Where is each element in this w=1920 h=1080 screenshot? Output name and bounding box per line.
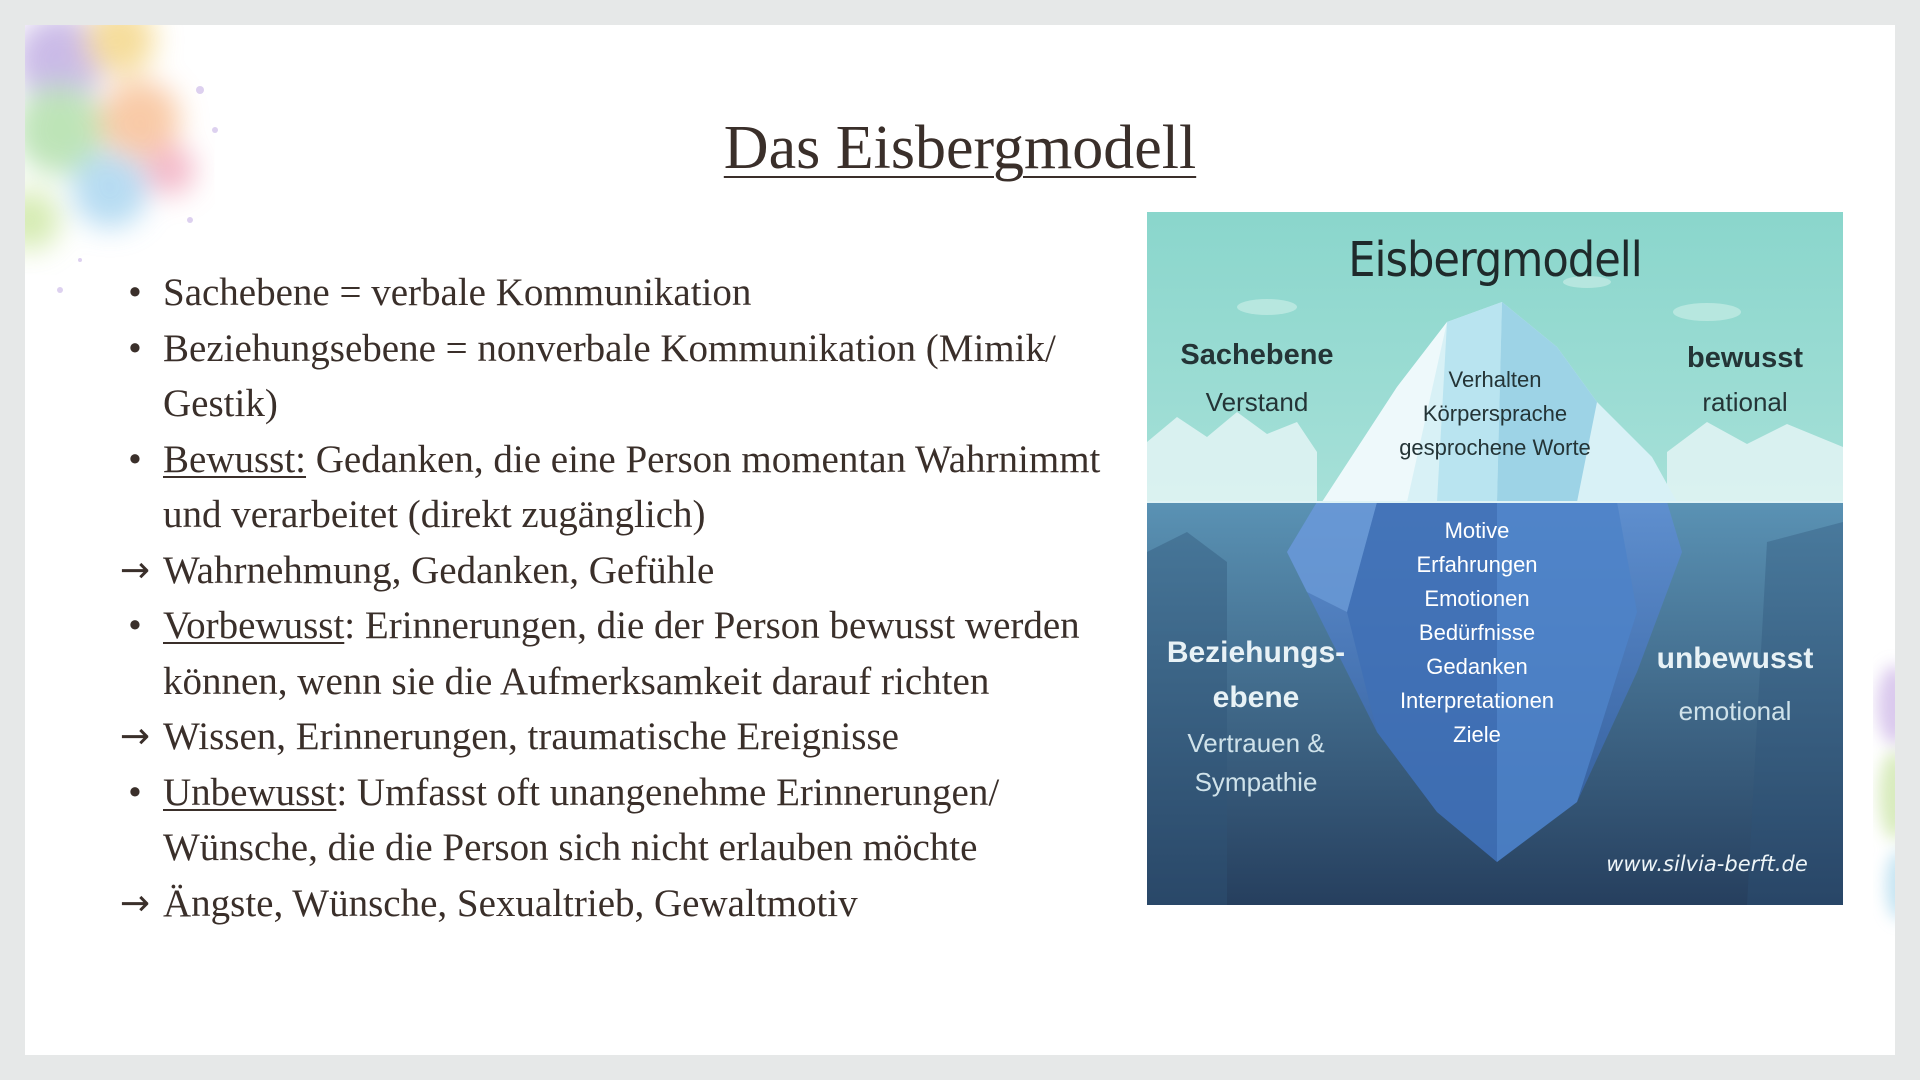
list-item <box>107 709 1107 765</box>
page-title: Das Eisbergmodell <box>723 114 1197 182</box>
list-item-text: Gedanken, die eine Person momentan Wahrnimmt und verarbeitet (direkt zugänglich) <box>163 437 1101 536</box>
list-item <box>107 321 1107 432</box>
list-item-text: Sachebene = verbale Kommunikation <box>163 271 752 314</box>
bullet-list <box>107 265 1107 931</box>
under-item: Ziele <box>1453 722 1501 747</box>
image-credit: www.silvia-berft.de <box>1606 852 1808 876</box>
label-beziehungsebene-2: ebene <box>1212 681 1300 714</box>
bullet-marker: • <box>128 604 142 647</box>
label-rational: rational <box>1702 387 1788 417</box>
bullet-marker: • <box>128 326 142 370</box>
list-item <box>107 765 1107 876</box>
term-label: Vorbewusst <box>163 604 345 647</box>
term-label: Unbewusst <box>163 770 337 814</box>
tip-item: Körpersprache <box>1422 401 1568 426</box>
under-item: Bedürfnisse <box>1418 620 1536 645</box>
list-item <box>107 265 1107 321</box>
list-item-text: Wahrnehmung, Gedanken, Gefühle <box>163 548 715 592</box>
label-sympathie: Sympathie <box>1194 767 1318 797</box>
under-item: Interpretationen <box>1399 688 1555 713</box>
under-item: Erfahrungen <box>1416 552 1538 577</box>
term-label: Bewusst: <box>163 437 307 481</box>
bullet-marker: • <box>128 271 142 314</box>
bullet-marker: • <box>128 770 142 814</box>
list-item-text: Wissen, Erinnerungen, traumatische Ereignisse <box>163 715 899 758</box>
watercolor-splash-right-decoration <box>1855 625 1895 985</box>
diagram-title: Eisbergmodell <box>1348 232 1642 288</box>
list-item <box>107 598 1107 709</box>
under-item: Motive <box>1444 518 1510 543</box>
under-item: Gedanken <box>1426 654 1528 679</box>
list-item-text: : Erinnerungen, die der Person bewusst werden können, wenn sie die Aufmerksamkeit darauf richten <box>163 604 1080 703</box>
tip-item: Verhalten <box>1448 367 1542 392</box>
tip-item: gesprochene Worte <box>1399 435 1591 460</box>
label-verstand: Verstand <box>1205 387 1309 417</box>
list-item <box>107 432 1107 543</box>
list-item <box>107 543 1107 599</box>
arrow-right-icon: → <box>119 549 151 591</box>
list-item-text: Beziehungsebene = nonverbale Kommunikation (Mimik/ Gestik) <box>163 326 1056 425</box>
label-bewusst: bewusst <box>1686 342 1804 374</box>
iceberg-diagram <box>1147 212 1843 905</box>
label-unbewusst: unbewusst <box>1656 642 1814 675</box>
label-beziehungsebene-1: Beziehungs- <box>1166 636 1346 669</box>
arrow-right-icon: → <box>119 716 151 757</box>
label-vertrauen: Vertrauen & <box>1187 728 1325 758</box>
label-sachebene: Sachebene <box>1180 339 1334 371</box>
bullet-marker: • <box>128 437 142 481</box>
label-emotional: emotional <box>1678 696 1792 726</box>
list-item-text: : Umfasst oft unangenehme Erinnerungen/ Wünsche, die die Person sich nicht erlauben möchte <box>163 770 1000 869</box>
list-item <box>107 876 1107 932</box>
slide <box>25 25 1895 1055</box>
list-item-text: Ängste, Wünsche, Sexualtrieb, Gewaltmotiv <box>163 881 858 925</box>
arrow-right-icon: → <box>119 882 151 924</box>
under-item: Emotionen <box>1424 586 1530 611</box>
